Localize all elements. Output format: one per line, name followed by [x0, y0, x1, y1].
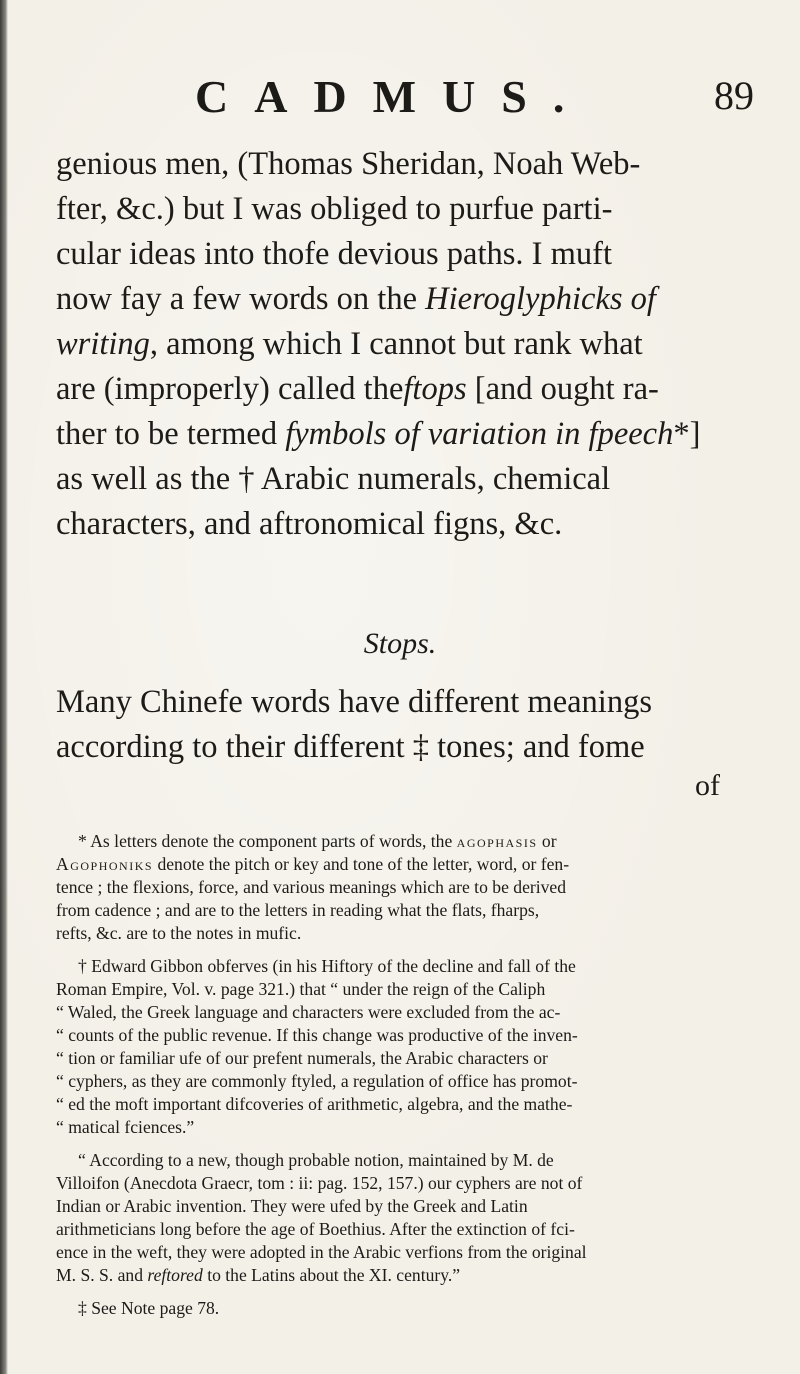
footnote-double-dagger: ‡ See Note page 78.: [78, 1298, 220, 1318]
text-line: genious men, (Thomas Sheridan, Noah Web-: [56, 146, 641, 182]
footnote-dagger: † Edward Gibbon obferves (in his Hiftory of the decline and fall of the Roman Empire, Vol. v. page 321.) that “ under the reign of the Caliph “ Waled, the Greek language and characters were excluded from the ac- “ counts of the public revenue. If this change was productive of the inven- “ tion or familiar ufe of our prefent numerals, the Arabic characters or “ cyphers, as they are commonly ftyled, a regulation of office has promot- “ ed the moft important difcoveries of arithmetic, algebra, and the mathe- “ matical fciences.”: [56, 956, 578, 1137]
italic-phrase: fymbols of variation in fpeech: [285, 416, 674, 452]
text-line: cular ideas into thofe devious paths. I muft: [56, 236, 612, 272]
italic-phrase: Hieroglyphicks of: [425, 281, 656, 317]
page-header: [60, 70, 760, 130]
page-number: 89: [714, 73, 754, 118]
italic-phrase: ftops: [403, 371, 467, 407]
text-line: characters, and aftronomical figns, &c.: [56, 506, 563, 542]
section-heading: Stops.: [363, 627, 437, 660]
text-line: writing, among which I cannot but rank what: [56, 326, 643, 362]
footnote-quote: “ According to a new, though probable notion, maintained by M. de Villoifon (Anecdota Graecr, tom : ii: pag. 152, 157.) our cyphers are not of Indian or Arabic invention. They were ufed by the Greek and Latin arithmeticians long before the age of Boethius. After the extinction of fci- ence in the weft, they were adopted in the Arabic verfions from the original M. S. S. and reftored to the Latins about the XI. century.”: [56, 1150, 587, 1285]
footnotes: [56, 830, 746, 1330]
text-line: fter, &c.) but I was obliged to purfue parti-: [56, 191, 613, 227]
section-paragraph: [56, 680, 746, 770]
text-line: Many Chinefe words have different meanings: [56, 684, 652, 720]
footnote-star: * As letters denote the component parts of words, the agophasis or Agophoniks denote the pitch or key and tone of the letter, word, or fen- tence ; the flexions, force, and various meanings which are to be derived from cadence ; and are to the letters in reading what the flats, fharps, refts, &c. are to the notes in mufic.: [56, 831, 570, 943]
text-line: according to their different ‡ tones; and fome: [56, 729, 645, 765]
main-paragraph: [56, 142, 746, 547]
running-title: CADMUS.: [195, 71, 591, 122]
text-line: as well as the † Arabic numerals, chemical: [56, 461, 611, 497]
italic-phrase: writing: [56, 326, 150, 362]
text-line: are (improperly) called theftops [and ought ra-: [56, 371, 659, 407]
text-line: ther to be termed fymbols of variation in fpeech*]: [56, 416, 701, 452]
catchword: of: [695, 769, 720, 802]
book-spine-shadow: [0, 0, 8, 1374]
text-line: now fay a few words on the Hieroglyphicks of: [56, 281, 656, 317]
